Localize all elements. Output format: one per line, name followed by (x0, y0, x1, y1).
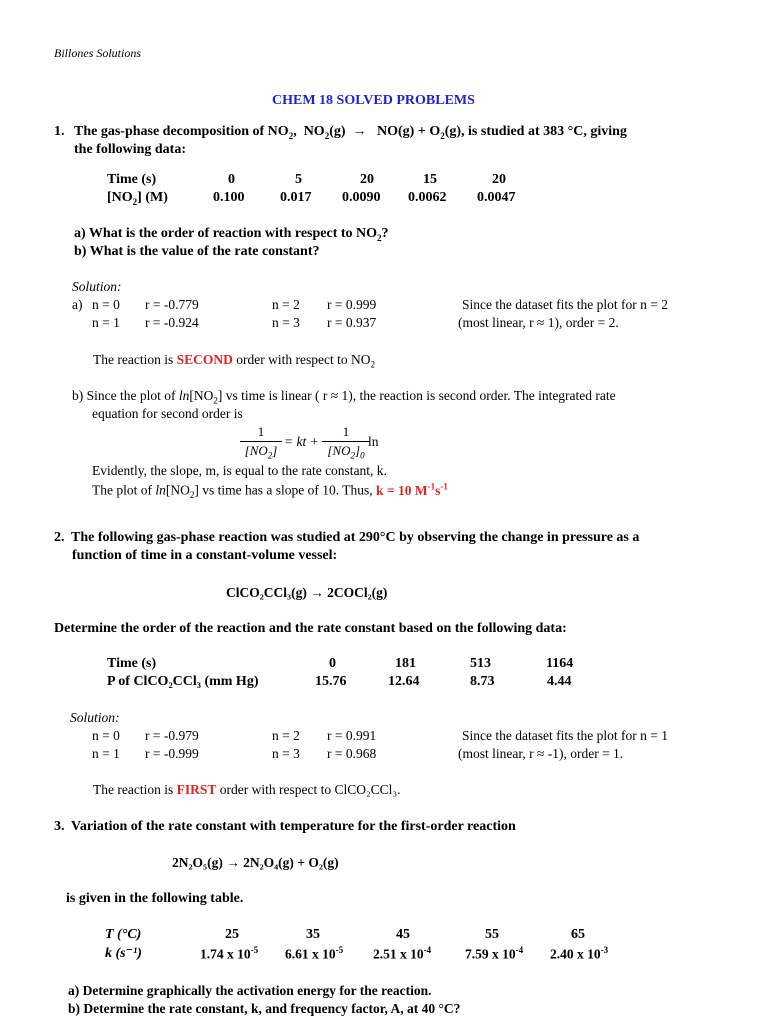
p1-time-cell: 0 (228, 172, 235, 187)
p1-number: 1. (54, 124, 65, 139)
p1-question-a: a) What is the order of reaction with respect to $NO_2$? (74, 226, 389, 243)
p3-temp-cell: 45 (396, 927, 410, 942)
p2-pressure-cell: 8.73 (470, 674, 495, 689)
p1-b-line1: b) Since the plot of $\ln[NO_2]$ vs time is linear ( r ≈ 1), the reaction is second order. The integrated rate (72, 388, 616, 406)
p2-determine: Determine the order of the reaction and the rate constant based on the following data: (54, 621, 567, 636)
p3-temp-cell: 25 (225, 927, 239, 942)
fit-n: n = 3 (272, 315, 300, 330)
p1-time-cell: 15 (423, 172, 437, 187)
eq-kt: = kt + (284, 434, 319, 449)
p1-conclusion: The reaction is SECOND order with respect to $NO_2$ (93, 352, 375, 370)
fit-r: r = 0.968 (327, 746, 377, 761)
p2-time-cell: 513 (470, 656, 491, 671)
p2-intro2: function of time in a constant-volume vessel: (72, 548, 338, 563)
p2-intro1: The following gas-phase reaction was studied at 290°C by observing the change in pressure as a (71, 530, 640, 545)
p2-solution-label: Solution: (70, 710, 120, 725)
p3-reaction: 2N₂O₅(g) → 2N₂O₄(g) + O₂(g) (172, 855, 339, 870)
fit-n: n = 1 (92, 746, 120, 761)
p2-time-cell: 1164 (546, 656, 574, 671)
p2-conclusion: The reaction is FIRST order with respect to ClCO₂CCl₃. (93, 782, 401, 797)
fit-r: r = -0.979 (145, 728, 199, 743)
eq-frac-right: 1 $[NO_2]_0$ (322, 424, 370, 461)
p3-temp-cell: 65 (571, 927, 585, 942)
p2-time-cell: 0 (329, 656, 336, 671)
p1-time-cell: 20 (360, 172, 374, 187)
p2-number: 2. (54, 530, 65, 545)
fit-r: r = -0.779 (145, 297, 199, 312)
p3-temp-cell: 55 (485, 927, 499, 942)
p3-question-a: a) Determine graphically the activation energy for the reaction. (68, 983, 432, 998)
p2-time-label: Time (s) (107, 656, 157, 671)
fit-r: r = 0.999 (327, 297, 377, 312)
p1-time-cell: 5 (295, 172, 302, 187)
p3-number: 3. (54, 819, 65, 834)
p1-time-label: Time (s) (107, 172, 157, 187)
fit-r: r = 0.991 (327, 728, 377, 743)
p1-conc-cell: 0.0062 (408, 190, 447, 205)
fit-n: n = 1 (92, 315, 120, 330)
fit-n: n = 3 (272, 746, 300, 761)
p1-question-b: b) What is the value of the rate constant? (74, 244, 320, 259)
p3-k-cell: 2.51 x $10^{-4}$ (373, 945, 432, 962)
p1-fit-note1: Since the dataset fits the plot for n = 2 (462, 297, 668, 312)
p1-sol-a-prefix: a) (72, 297, 83, 312)
p3-question-b: b) Determine the rate constant, k, and frequency factor, A, at 40 °C? (68, 1001, 461, 1016)
p3-k-label: k (s⁻¹) (105, 946, 142, 961)
p2-fit-note1: Since the dataset fits the plot for n = 1 (462, 728, 668, 743)
page-title: CHEM 18 SOLVED PROBLEMS (272, 93, 475, 108)
p1-intro: The gas-phase decomposition of $NO_2$, $NO_2(g) \to NO(g) + O_2(g)$, is studied at 383 °C, giving (74, 124, 627, 141)
eq-frac-left: 1 $[NO_2]$ (240, 424, 282, 461)
p1-conc-label: $[NO_2]$ (M) (107, 190, 168, 207)
p1-conc-cell: 0.0047 (477, 190, 516, 205)
p1-conc-cell: 0.0090 (342, 190, 381, 205)
p3-temp-cell: 35 (306, 927, 320, 942)
fit-n: n = 0 (92, 728, 120, 743)
p1-b-line2: equation for second order is (92, 406, 243, 421)
p2-pressure-cell: 4.44 (547, 674, 572, 689)
p3-k-cell: 1.74 x $10^{-5}$ (200, 945, 259, 962)
p3-given: is given in the following table. (66, 891, 244, 906)
p1-conc-cell: 0.017 (280, 190, 312, 205)
p2-pressure-cell: 15.76 (315, 674, 347, 689)
p2-fit-note2: (most linear, r ≈ -1), order = 1. (458, 746, 624, 761)
p2-reaction: ClCO₂CCl₃(g) → 2COCl₂(g) (226, 585, 388, 600)
p3-k-cell: 2.40 x $10^{-3}$ (550, 945, 609, 962)
p1-b-line3: Evidently, the slope, m, is equal to the rate constant, k. (92, 463, 387, 478)
p1-intro-line2: the following data: (74, 142, 186, 157)
p3-k-cell: 6.61 x $10^{-5}$ (285, 945, 344, 962)
fit-r: r = 0.937 (327, 315, 377, 330)
eq-ln: ln (368, 434, 379, 449)
p3-intro: Variation of the rate constant with temperature for the first-order reaction (71, 819, 516, 834)
fit-n: n = 2 (272, 728, 300, 743)
fit-r: r = -0.999 (145, 746, 199, 761)
fit-n: n = 2 (272, 297, 300, 312)
p3-temp-label: T (°C) (105, 927, 142, 942)
arrow-icon: → (349, 124, 374, 139)
p1-solution-label: Solution: (72, 279, 122, 294)
header-author: Billones Solutions (54, 46, 141, 60)
fit-n: n = 0 (92, 297, 120, 312)
p1-conc-cell: 0.100 (213, 190, 245, 205)
p2-pressure-label: P of ClCO₂CCl₃ (mm Hg) (107, 674, 259, 689)
p1-fit-note2: (most linear, r ≈ 1), order = 2. (458, 315, 619, 330)
p1-time-cell: 20 (492, 172, 506, 187)
p1-b-line4: The plot of $\ln[NO_2]$ vs time has a slope of 10. Thus, k = 10 $M^{-1}s^{-1}$ (92, 481, 448, 501)
p2-time-cell: 181 (395, 656, 416, 671)
p2-pressure-cell: 12.64 (388, 674, 420, 689)
p3-k-cell: 7.59 x $10^{-4}$ (465, 945, 524, 962)
fit-r: r = -0.924 (145, 315, 199, 330)
